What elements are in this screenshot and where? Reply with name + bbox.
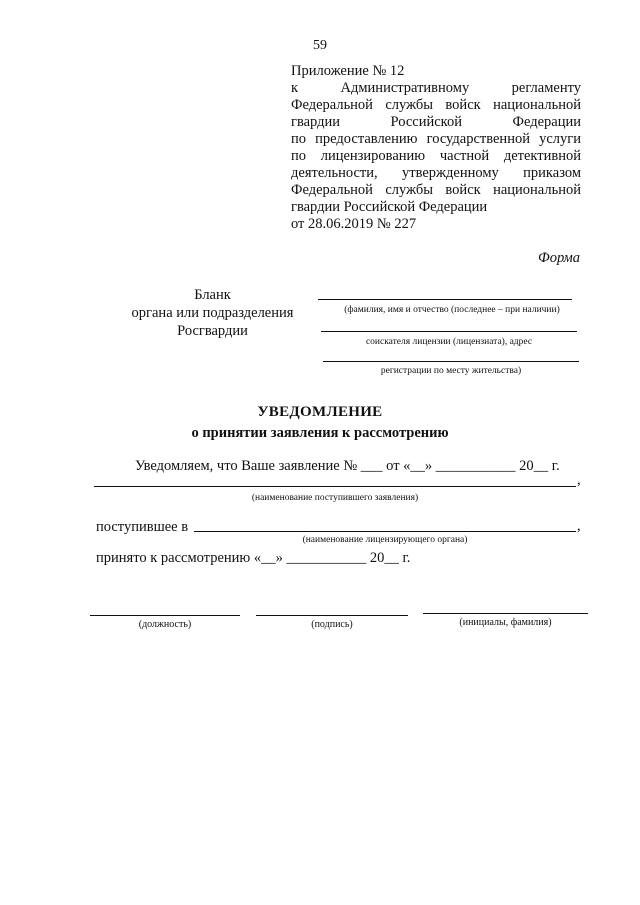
recipient-caption-2: соискателя лицензии (лицензиата), адрес	[365, 337, 533, 347]
appendix-line: к Административному регламенту	[291, 80, 581, 96]
document-title: УВЕДОМЛЕНИЕ	[257, 404, 383, 420]
name-caption: (инициалы, фамилия)	[459, 617, 552, 628]
recipient-line-1	[318, 299, 572, 300]
appendix-header	[291, 63, 581, 233]
recipient-caption-3: регистрации по месту жительства)	[380, 366, 522, 376]
appendix-line: по лицензированию частной детективной	[291, 148, 581, 164]
appendix-line: от 28.06.2019 № 227	[291, 216, 417, 232]
recipient-caption-1: (фамилия, имя и отчество (последнее – при наличии)	[344, 305, 560, 315]
appendix-line: Федеральной службы войск национальной	[291, 97, 581, 113]
document-subtitle: о принятии заявления к рассмотрению	[191, 425, 449, 441]
appendix-line: Федеральной службы войск национальной	[291, 182, 581, 198]
licensing-body-line	[194, 531, 576, 532]
form-label: Форма	[538, 250, 580, 266]
appendix-line: по предоставлению государственной услуги	[291, 131, 581, 147]
blank-line: Бланк	[194, 287, 231, 303]
position-line	[90, 615, 240, 616]
appendix-line: Приложение № 12	[291, 63, 405, 79]
accepted-line: принято к рассмотрению «__» ___________ 20__ г.	[96, 550, 411, 566]
letterhead-blank	[110, 286, 315, 340]
signature-caption: (подпись)	[311, 619, 353, 630]
signature-line	[256, 615, 408, 616]
name-line	[423, 613, 588, 614]
notice-line: Уведомляем, что Ваше заявление № ___ от «__» ___________ 20__ г.	[135, 458, 560, 474]
position-caption: (должность)	[138, 619, 192, 630]
received-by-label: поступившее в	[96, 519, 189, 535]
recipient-line-2	[321, 331, 577, 332]
licensing-body-caption: (наименование лицензирующего органа)	[302, 535, 468, 545]
comma: ,	[577, 472, 581, 488]
comma: ,	[577, 518, 581, 534]
application-name-caption: (наименование поступившего заявления)	[251, 493, 419, 503]
appendix-line: гвардии Российской Федерации	[291, 114, 581, 130]
page-number: 59	[313, 38, 327, 53]
recipient-line-3	[323, 361, 579, 362]
blank-line: Росгвардии	[177, 323, 248, 339]
appendix-line: гвардии Российской Федерации	[291, 199, 488, 215]
blank-line: органа или подразделения	[131, 305, 294, 321]
application-name-line	[94, 486, 576, 487]
appendix-line: деятельности, утвержденному приказом	[291, 165, 581, 181]
